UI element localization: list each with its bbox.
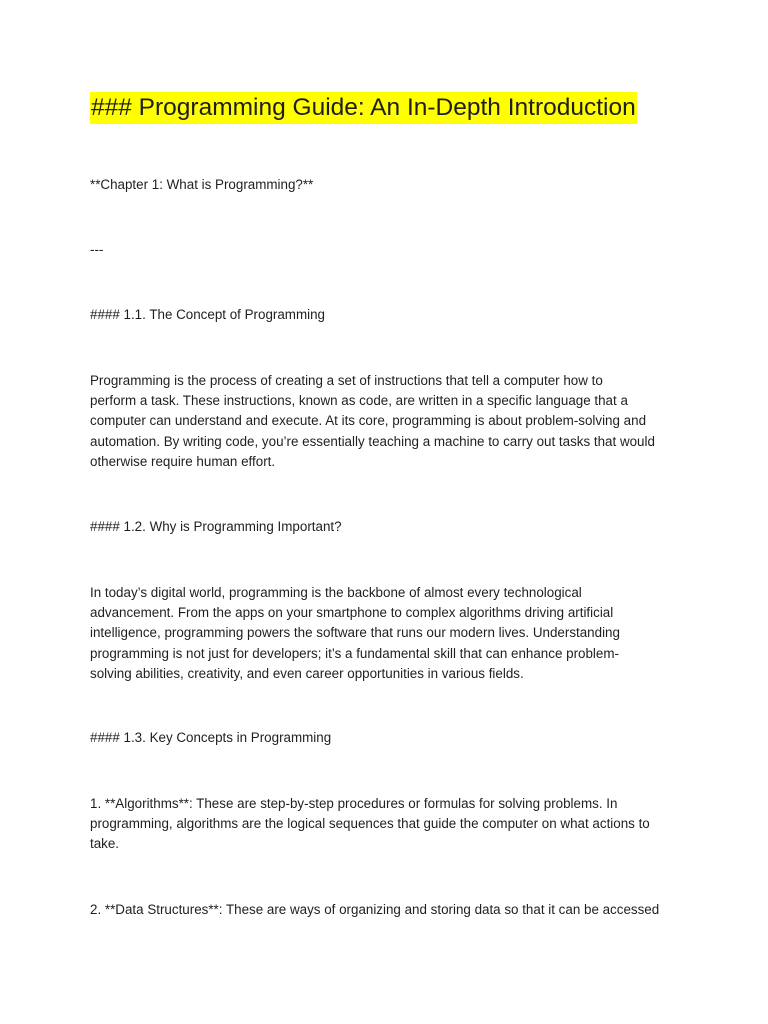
paragraph-line: automation. By writing code, you’re essentially teaching a machine to carry out tasks that would (90, 433, 655, 449)
chapter-heading: **Chapter 1: What is Programming?** (90, 177, 314, 192)
section-1-3-heading: #### 1.3. Key Concepts in Programming (90, 730, 332, 745)
list-item-line: take. (90, 836, 120, 852)
list-item-algorithms (90, 794, 690, 855)
paragraph-line: Programming is the process of creating a set of instructions that tell a computer how to (90, 373, 603, 388)
paragraph-line: intelligence, programming powers the software that runs our modern lives. Understanding (90, 625, 620, 641)
section-1-2-paragraph (90, 583, 690, 684)
list-item-line: programming, algorithms are the logical sequences that guide the computer on what actions to (90, 816, 650, 832)
paragraph-line: solving abilities, creativity, and even career opportunities in various fields. (90, 665, 524, 681)
section-1-1-heading: #### 1.1. The Concept of Programming (90, 307, 325, 322)
paragraph-line: advancement. From the apps on your smartphone to complex algorithms driving artificial (90, 605, 614, 621)
paragraph-line: computer can understand and execute. At its core, programming is about problem-solving and (90, 413, 647, 429)
paragraph-line: otherwise require human effort. (90, 453, 276, 469)
list-item-data-structures (90, 900, 690, 920)
document-title: ### Programming Guide: An In-Depth Introduction (90, 92, 637, 124)
paragraph-line: In today’s digital world, programming is the backbone of almost every technological (90, 585, 582, 600)
section-1-2-heading: #### 1.2. Why is Programming Important? (90, 519, 342, 534)
list-item-line: 1. **Algorithms**: These are step-by-step procedures or formulas for solving problems. In (90, 796, 618, 811)
paragraph-line: perform a task. These instructions, known as code, are written in a specific language that a (90, 393, 628, 409)
paragraph-line: programming is not just for developers; it’s a fundamental skill that can enhance problem- (90, 645, 619, 661)
section-1-1-paragraph (90, 371, 690, 472)
list-item-line: 2. **Data Structures**: These are ways of organizing and storing data so that it can be accessed (90, 902, 660, 917)
separator: --- (90, 242, 104, 257)
